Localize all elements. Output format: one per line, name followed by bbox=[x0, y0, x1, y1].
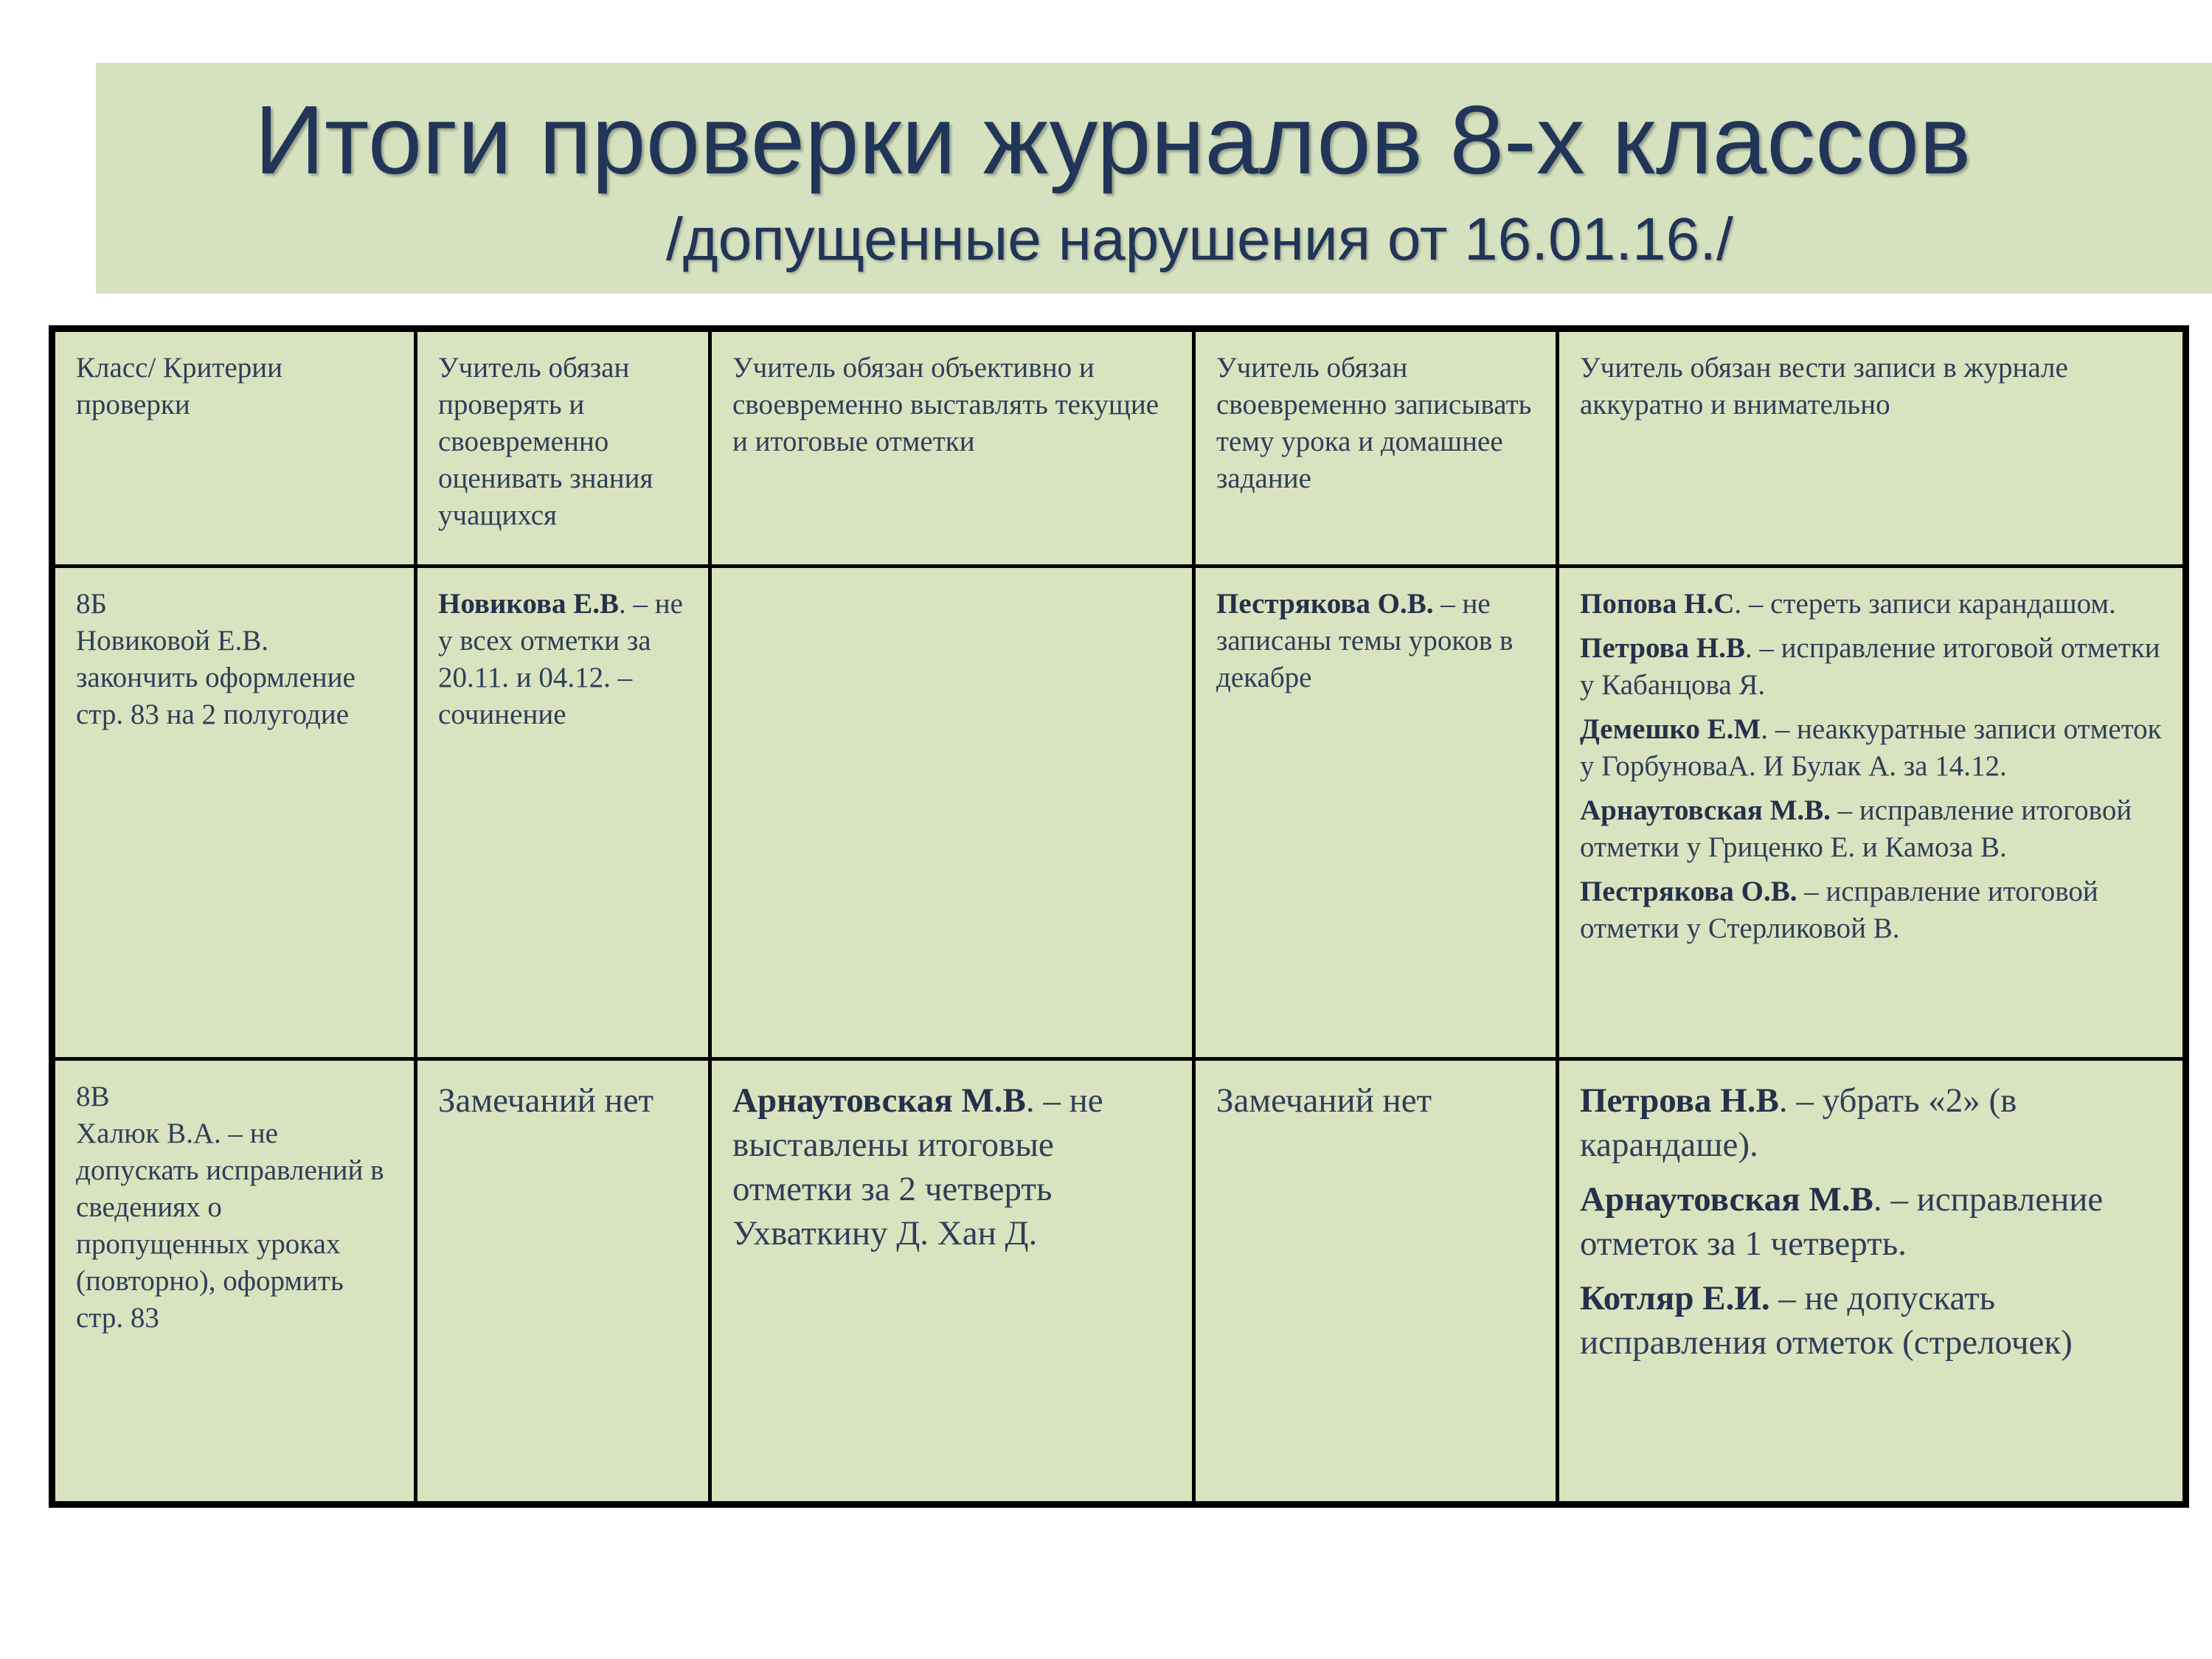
remark-entry bbox=[1580, 1177, 2163, 1266]
teacher-name: Петрова Н.В bbox=[1580, 1081, 1779, 1120]
class-cell bbox=[52, 1059, 416, 1504]
teacher-name: Котляр Е.И. bbox=[1580, 1278, 1770, 1317]
class-cell bbox=[52, 567, 416, 1059]
remark-text: – исправление итоговой отметки у Гриценко Е. и Камоза В. bbox=[1580, 794, 2132, 864]
remark-entry bbox=[1580, 630, 2163, 704]
header-cell-grading: Учитель обязан проверять и своевременно оценивать знания учащихся bbox=[416, 329, 710, 567]
remark-entry bbox=[1580, 1276, 2163, 1365]
teacher-name: Арнаутовская М.В bbox=[732, 1081, 1026, 1120]
teacher-name: Арнаутовская М.В bbox=[1580, 1180, 1873, 1219]
teacher-name: Пестрякова О.В. bbox=[1216, 588, 1434, 620]
table-row bbox=[52, 1059, 2186, 1504]
results-table bbox=[49, 325, 2189, 1508]
remark-text: . – не выставлены итоговые отметки за 2 четверть Ухваткину Д. Хан Д. bbox=[732, 1081, 1103, 1253]
header-cell-accuracy: Учитель обязан вести записи в журнале аккуратно и внимательно bbox=[1558, 329, 2186, 567]
remark-entry bbox=[1580, 711, 2163, 785]
remark-entry bbox=[1580, 586, 2163, 623]
remark-text: – не допускать исправления отметок (стрелочек) bbox=[1580, 1278, 2073, 1362]
teacher-name: Пестрякова О.В. bbox=[1580, 876, 1797, 908]
remark-text: – исправление итоговой отметки у Стерликовой В. bbox=[1580, 876, 2098, 945]
page-subtitle: /допущенные нарушения от 16.01.16./ bbox=[666, 206, 1733, 273]
table-header-row bbox=[52, 329, 2186, 567]
marks-cell bbox=[710, 1059, 1194, 1504]
header-cell-topics: Учитель обязан своевременно записывать тему урока и домашнее задание bbox=[1194, 329, 1558, 567]
remark-text: . – неаккуратные записи отметок у ГорбуноваА. И Булак А. за 14.12. bbox=[1580, 713, 2162, 783]
teacher-name: Попова Н.С bbox=[1580, 588, 1735, 620]
remark-entry bbox=[1580, 1078, 2163, 1167]
remark-text: . – стереть записи карандашом. bbox=[1734, 588, 2116, 620]
class-note: Халюк В.А. – не допускать исправлений в сведениях о пропущенных уроках (повторно), оформить стр. 83 bbox=[76, 1117, 384, 1334]
remark-text: . – исправление отметок за 1 четверть. bbox=[1580, 1180, 2104, 1263]
teacher-name: Петрова Н.В bbox=[1580, 632, 1745, 665]
header-cell-class: Класс/ Критерии проверки bbox=[52, 329, 416, 567]
topics-cell bbox=[1194, 567, 1558, 1059]
remark-text: . – убрать «2» (в карандаше). bbox=[1580, 1081, 2017, 1164]
teacher-name: Новикова Е.В bbox=[438, 588, 619, 620]
header-cell-marks: Учитель обязан объективно и своевременно выставлять текущие и итоговые отметки bbox=[710, 329, 1194, 567]
marks-cell bbox=[710, 567, 1194, 1059]
remark-text: . – исправление итоговой отметки у Кабанцова Я. bbox=[1580, 632, 2160, 702]
class-label: 8Б bbox=[76, 588, 107, 620]
remark-entry bbox=[1580, 792, 2163, 866]
topics-cell: Замечаний нет bbox=[1194, 1059, 1558, 1504]
grading-cell bbox=[416, 567, 710, 1059]
accuracy-cell bbox=[1558, 1059, 2186, 1504]
class-label: 8В bbox=[76, 1080, 110, 1112]
accuracy-cell bbox=[1558, 567, 2186, 1059]
page-title: Итоги проверки журналов 8-х классов bbox=[254, 86, 1972, 194]
remark-entry bbox=[1580, 873, 2163, 947]
table-row bbox=[52, 567, 2186, 1059]
grading-cell: Замечаний нет bbox=[416, 1059, 710, 1504]
remark-text: . – не у всех отметки за 20.11. и 04.12. – сочинение bbox=[438, 588, 683, 731]
teacher-name: Демешко Е.М bbox=[1580, 713, 1761, 746]
class-note: Новиковой Е.В. закончить оформление стр. 83 на 2 полугодие bbox=[76, 625, 356, 731]
remark-text: – не записаны темы уроков в декабре bbox=[1216, 588, 1514, 694]
teacher-name: Арнаутовская М.В. bbox=[1580, 794, 1831, 827]
